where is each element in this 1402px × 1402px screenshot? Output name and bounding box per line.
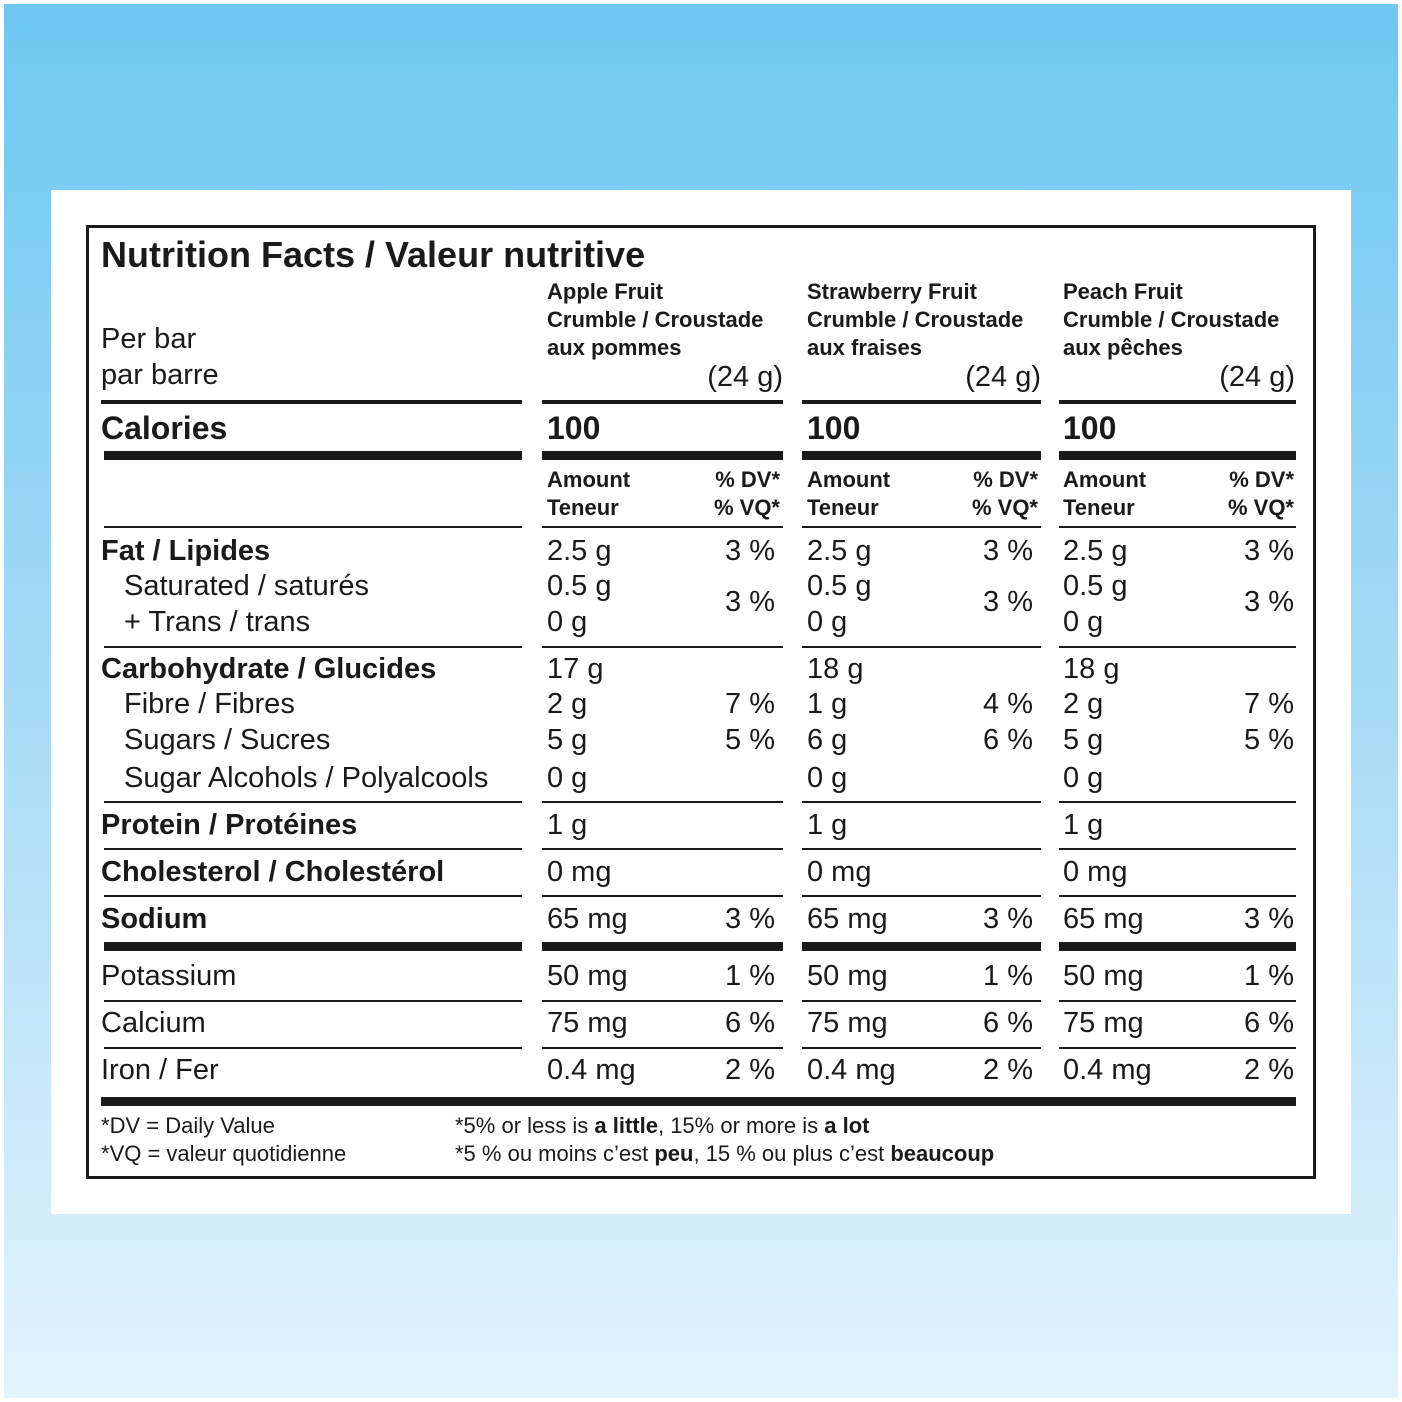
rule-thick	[1059, 451, 1296, 460]
fat-dv: 3 %	[725, 535, 775, 567]
product-name-line2: Crumble / Croustade	[547, 307, 764, 332]
rule	[104, 526, 522, 528]
calories-value: 100	[1063, 410, 1117, 446]
rule	[1059, 1047, 1296, 1049]
iron-dv: 2 %	[725, 1054, 775, 1086]
rule	[1059, 801, 1296, 803]
rule	[104, 1000, 522, 1002]
fibre-amount: 2 g	[547, 688, 588, 720]
calcium-dv: 6 %	[1244, 1007, 1294, 1039]
amount-label: Amount	[1063, 467, 1147, 492]
fat-amount: 2.5 g	[807, 535, 872, 567]
saturated-amount: 0.5 g	[1063, 570, 1128, 602]
fibre-amount: 2 g	[1063, 688, 1104, 720]
serving-size: (24 g)	[1219, 361, 1295, 393]
potassium-dv: 1 %	[1244, 960, 1294, 992]
rule-thick	[104, 451, 522, 460]
rule	[1059, 895, 1296, 897]
serving-line-fr: par barre	[101, 359, 219, 391]
panel-title: Nutrition Facts / Valeur nutritive	[101, 234, 646, 275]
vq-label: % VQ*	[1227, 495, 1294, 520]
rule-thick	[802, 451, 1041, 460]
teneur-label: Teneur	[807, 495, 879, 520]
calcium-amount: 75 mg	[1063, 1007, 1144, 1039]
protein-amount: 1 g	[547, 809, 588, 841]
calories-value: 100	[547, 410, 601, 446]
potassium-amount: 50 mg	[547, 960, 628, 992]
dv-label: % DV*	[1229, 467, 1294, 492]
product-name-line3: aux fraises	[807, 335, 922, 360]
carb-amount: 18 g	[807, 653, 864, 685]
footnote-vq	[101, 1141, 346, 1167]
footnote-star: *	[101, 1141, 110, 1166]
rule	[542, 848, 783, 850]
rule	[1059, 1000, 1296, 1002]
sugars-dv: 5 %	[725, 724, 775, 756]
sugars-dv: 6 %	[983, 724, 1033, 756]
rule	[104, 646, 522, 648]
calories-value: 100	[807, 410, 861, 446]
footnote-dv-text: DV = Daily Value	[109, 1113, 275, 1138]
sugars-label: Sugars / Sucres	[124, 724, 331, 756]
product-name-line3: aux pommes	[547, 335, 682, 360]
footnote-bold: a little	[594, 1113, 658, 1138]
serving-line-en: Per bar	[101, 323, 197, 355]
sugars-amount: 6 g	[807, 724, 848, 756]
potassium-amount: 50 mg	[1063, 960, 1144, 992]
carb-amount: 18 g	[1063, 653, 1120, 685]
product-name-line3: aux pêches	[1063, 335, 1183, 360]
rule	[542, 801, 783, 803]
sodium-dv: 3 %	[983, 903, 1033, 935]
rule	[1059, 646, 1296, 648]
rule	[542, 895, 783, 897]
iron-dv: 2 %	[983, 1054, 1033, 1086]
vq-label: % VQ*	[713, 495, 780, 520]
fat-dv: 3 %	[983, 535, 1033, 567]
footnote-bold: a lot	[824, 1113, 870, 1138]
saturated-amount: 0.5 g	[807, 570, 872, 602]
bottom-thick-rule	[101, 1097, 1296, 1106]
rule	[802, 848, 1041, 850]
calcium-amount: 75 mg	[807, 1007, 888, 1039]
potassium-dv: 1 %	[725, 960, 775, 992]
potassium-label: Potassium	[101, 960, 237, 992]
fat-label: Fat / Lipides	[101, 535, 271, 567]
fat-dv: 3 %	[1244, 535, 1294, 567]
dv-label: % DV*	[715, 467, 780, 492]
sodium-dv: 3 %	[725, 903, 775, 935]
iron-label: Iron / Fer	[101, 1054, 219, 1086]
cholesterol-label: Cholesterol / Cholestérol	[101, 856, 445, 888]
sugar-alcohols-amount: 0 g	[807, 762, 848, 794]
trans-label: + Trans / trans	[124, 606, 311, 638]
potassium-amount: 50 mg	[807, 960, 888, 992]
sodium-label: Sodium	[101, 903, 208, 935]
rule	[104, 801, 522, 803]
fat-amount: 2.5 g	[547, 535, 612, 567]
iron-amount: 0.4 mg	[1063, 1054, 1152, 1086]
footnote-text: *5 % ou moins c’est	[455, 1141, 655, 1166]
saturated-amount: 0.5 g	[547, 570, 612, 602]
sodium-amount: 65 mg	[547, 903, 628, 935]
serving-size: (24 g)	[707, 361, 783, 393]
rule	[104, 895, 522, 897]
footnote-bold: peu	[654, 1141, 694, 1166]
trans-amount: 0 g	[547, 606, 588, 638]
footnote-text: , 15% or more is	[657, 1113, 825, 1138]
footnote-star: *	[101, 1113, 110, 1138]
protein-amount: 1 g	[1063, 809, 1104, 841]
teneur-label: Teneur	[547, 495, 619, 520]
rule-thick	[802, 942, 1041, 951]
sugars-amount: 5 g	[1063, 724, 1104, 756]
product-name-line2: Crumble / Croustade	[807, 307, 1024, 332]
footnote-vq-text: VQ = valeur quotidienne	[109, 1141, 347, 1166]
sodium-dv: 3 %	[1244, 903, 1294, 935]
sodium-amount: 65 mg	[1063, 903, 1144, 935]
product-name-line1: Strawberry Fruit	[807, 279, 977, 304]
rule-thick	[104, 942, 522, 951]
amount-label: Amount	[547, 467, 631, 492]
calcium-dv: 6 %	[983, 1007, 1033, 1039]
fibre-amount: 1 g	[807, 688, 848, 720]
rule-thick	[542, 942, 783, 951]
rule	[542, 526, 783, 528]
rule	[101, 400, 522, 404]
sat-trans-dv: 3 %	[1244, 586, 1294, 618]
amount-label: Amount	[807, 467, 891, 492]
product-name-line1: Apple Fruit	[547, 279, 664, 304]
footnote-text: *5% or less is	[455, 1113, 595, 1138]
protein-label: Protein / Protéines	[101, 809, 358, 841]
cholesterol-amount: 0 mg	[1063, 856, 1128, 888]
sugars-dv: 5 %	[1244, 724, 1294, 756]
rule	[542, 646, 783, 648]
rule	[802, 646, 1041, 648]
carb-label: Carbohydrate / Glucides	[101, 653, 437, 685]
fat-amount: 2.5 g	[1063, 535, 1128, 567]
product-name-line1: Peach Fruit	[1063, 279, 1183, 304]
sugar-alcohols-amount: 0 g	[547, 762, 588, 794]
sat-trans-dv: 3 %	[983, 586, 1033, 618]
rule	[802, 1000, 1041, 1002]
footnote-percent-en	[455, 1113, 869, 1139]
calcium-dv: 6 %	[725, 1007, 775, 1039]
cholesterol-amount: 0 mg	[807, 856, 872, 888]
rule	[542, 1047, 783, 1049]
rule	[802, 895, 1041, 897]
sodium-amount: 65 mg	[807, 903, 888, 935]
rule	[1059, 400, 1296, 404]
rule	[104, 1047, 522, 1049]
product-name-line2: Crumble / Croustade	[1063, 307, 1280, 332]
fibre-label: Fibre / Fibres	[124, 688, 295, 720]
sugar-alcohols-label: Sugar Alcohols / Polyalcools	[124, 762, 489, 794]
serving-size: (24 g)	[965, 361, 1041, 393]
fibre-dv: 7 %	[725, 688, 775, 720]
rule	[104, 848, 522, 850]
trans-amount: 0 g	[807, 606, 848, 638]
rule	[542, 400, 783, 404]
sugars-amount: 5 g	[547, 724, 588, 756]
footnote-dv	[101, 1113, 275, 1139]
rule	[802, 801, 1041, 803]
iron-dv: 2 %	[1244, 1054, 1294, 1086]
iron-amount: 0.4 mg	[547, 1054, 636, 1086]
saturated-label: Saturated / saturés	[124, 570, 370, 602]
rule	[1059, 526, 1296, 528]
cholesterol-amount: 0 mg	[547, 856, 612, 888]
rule	[802, 400, 1041, 404]
footnote-percent-fr	[455, 1141, 994, 1167]
protein-amount: 1 g	[807, 809, 848, 841]
rule-thick	[1059, 942, 1296, 951]
vq-label: % VQ*	[971, 495, 1038, 520]
sugar-alcohols-amount: 0 g	[1063, 762, 1104, 794]
rule	[542, 1000, 783, 1002]
footnote-text: , 15 % ou plus c’est	[693, 1141, 891, 1166]
calories-label: Calories	[101, 410, 228, 446]
rule-thick	[542, 451, 783, 460]
rule	[802, 1047, 1041, 1049]
calcium-label: Calcium	[101, 1007, 206, 1039]
fibre-dv: 4 %	[983, 688, 1033, 720]
footnote-bold: beaucoup	[890, 1141, 995, 1166]
rule	[802, 526, 1041, 528]
sat-trans-dv: 3 %	[725, 586, 775, 618]
carb-amount: 17 g	[547, 653, 604, 685]
trans-amount: 0 g	[1063, 606, 1104, 638]
teneur-label: Teneur	[1063, 495, 1135, 520]
potassium-dv: 1 %	[983, 960, 1033, 992]
fibre-dv: 7 %	[1244, 688, 1294, 720]
dv-label: % DV*	[973, 467, 1038, 492]
rule	[1059, 848, 1296, 850]
iron-amount: 0.4 mg	[807, 1054, 896, 1086]
calcium-amount: 75 mg	[547, 1007, 628, 1039]
